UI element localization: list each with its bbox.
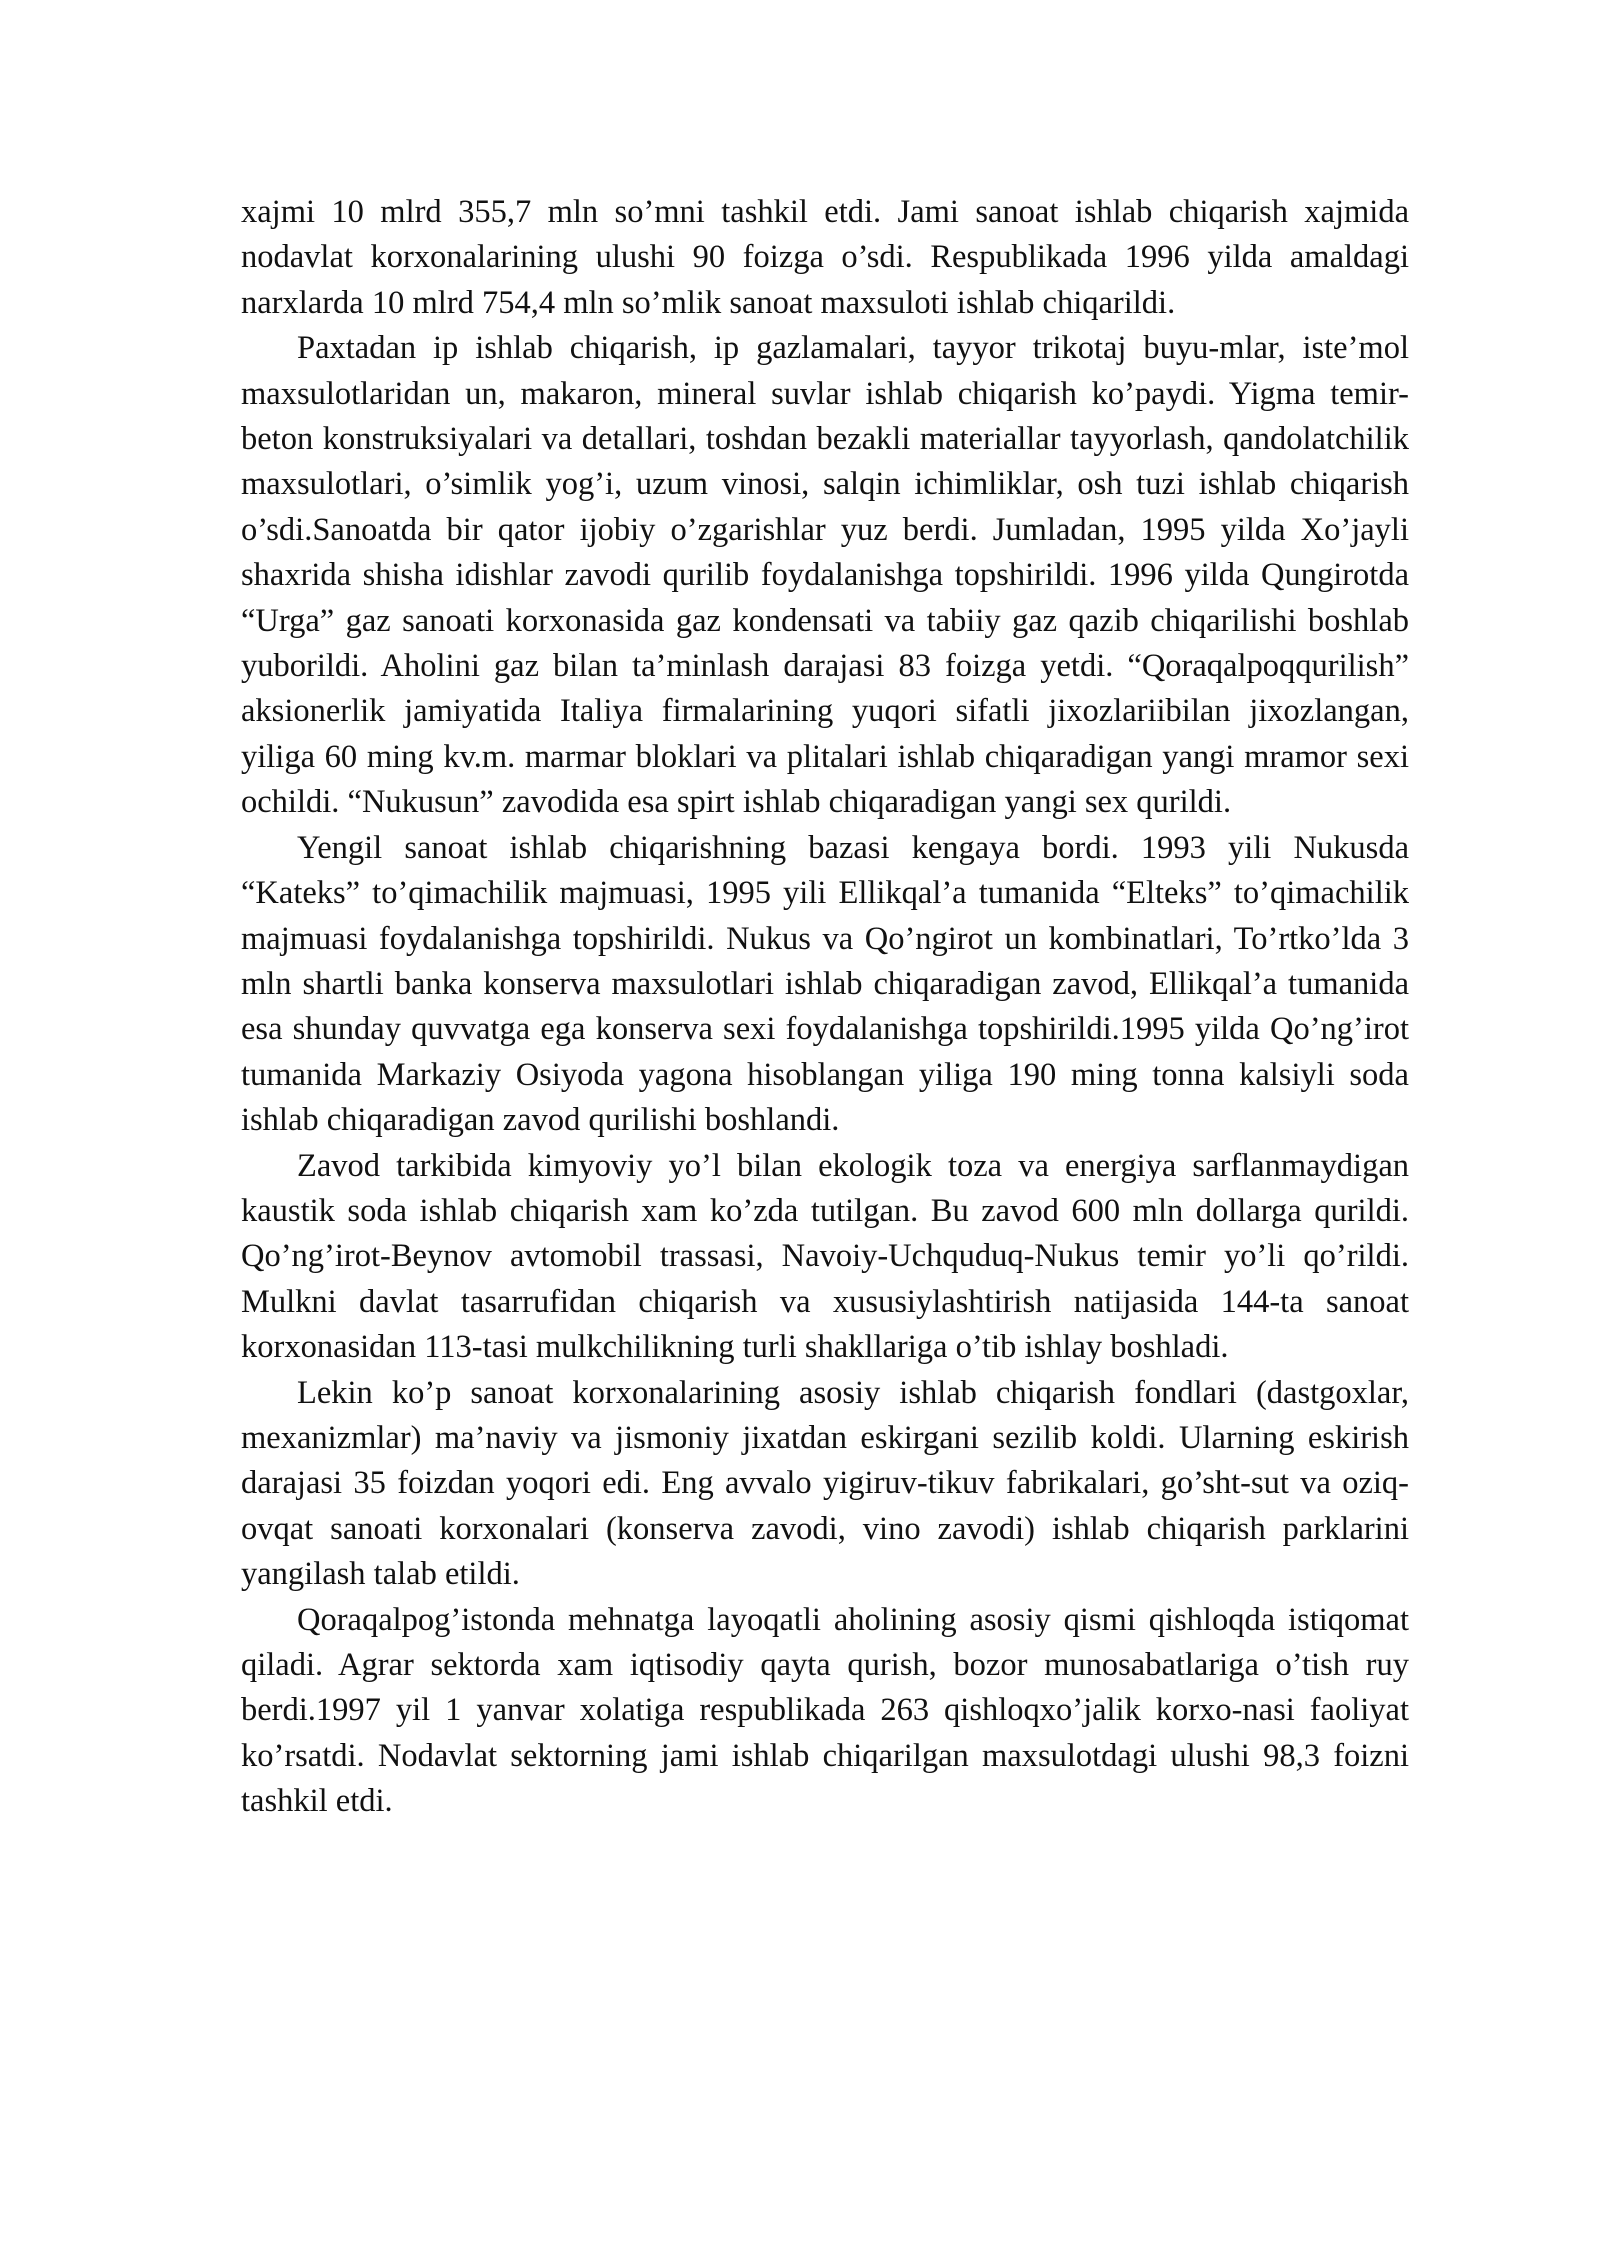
- paragraph: Lekin ko’p sanoat korxonalarining asosiy ishlab chiqarish fondlari (dastgoxlar, mexanizmlar) ma’naviy va jismoniy jixatdan eskirgani sezilib koldi. Ularning eskirish darajasi 35 foizdan yoqori edi. Eng avvalo yigiruv-tikuv fabrikalari, go’sht-sut va oziq-ovqat sanoati korxonalari (konserva zavodi, vino zavodi) ishlab chiqarish parklarini yangilash talab etildi.: [241, 1374, 1409, 1593]
- paragraph: Zavod tarkibida kimyoviy yo’l bilan ekologik toza va energiya sarflanmaydigan kaustik soda ishlab chiqarish xam ko’zda tutilgan. Bu zavod 600 mln dollarga qurildi. Qo’ng’irot-Beynov avtomobil trassasi, Navoiy-Uchquduq-Nukus temir yo’li qo’rildi. Mulkni davlat tasarrufidan chiqarish va xususiylashtirish natijasida 144-ta sanoat korxonasidan 113-tasi mulkchilikning turli shakllariga o’tib ishlay boshladi.: [241, 1147, 1409, 1366]
- paragraph: Yengil sanoat ishlab chiqarishning bazasi kengaya bordi. 1993 yili Nukusda “Kateks” to’qimachilik majmuasi, 1995 yili Ellikqal’a tumanida “Elteks” to’qimachilik majmuasi foydalanishga topshirildi. Nukus va Qo’ngirot un kombinatlari, To’rtko’lda 3 mln shartli banka konserva maxsulotlari ishlab chiqaradigan zavod, Ellikqal’a tumanida esa shunday quvvatga ega konserva sexi foydalanishga topshirildi.1995 yilda Qo’ng’irot tumanida Markaziy Osiyoda yagona hisoblangan yiliga 190 ming tonna kalsiyli soda ishlab chiqaradigan zavod qurilishi boshlandi.: [241, 829, 1409, 1139]
- paragraph: Qoraqalpog’istonda mehnatga layoqatli aholining asosiy qismi qishloqda istiqomat qiladi. Agrar sektorda xam iqtisodiy qayta qurish, bozor munosabatlariga o’tish ruy berdi.1997 yil 1 yanvar xolatiga respublikada 263 qishloqxo’jalik korxo-nasi faoliyat ko’rsatdi. Nodavlat sektorning jami ishlab chiqarilgan maxsulotdagi ulushi 98,3 foizni tashkil etdi.: [241, 1601, 1409, 1820]
- paragraph-continuation: xajmi 10 mlrd 355,7 mln so’mni tashkil etdi. Jami sanoat ishlab chiqarish xajmida nodavlat korxonalarining ulushi 90 foizga o’sdi. Respublikada 1996 yilda amaldagi narxlarda 10 mlrd 754,4 mln so’mlik sanoat maxsuloti ishlab chiqarildi.: [241, 194, 1409, 321]
- paragraph: Paxtadan ip ishlab chiqarish, ip gazlamalari, tayyor trikotaj buyu-mlar, iste’mol maxsulotlaridan un, makaron, mineral suvlar ishlab chiqarish ko’paydi. Yigma temir-beton konstruksiyalari va detallari, toshdan bezakli materiallar tayyorlash, qandolatchilik maxsulotlari, o’simlik yog’i, uzum vinosi, salqin ichimliklar, osh tuzi ishlab chiqarish o’sdi.Sanoatda bir qator ijobiy o’zgarishlar yuz berdi. Jumladan, 1995 yilda Xo’jayli shaxrida shisha idishlar zavodi qurilib foydalanishga topshirildi. 1996 yilda Qungirotda “Urga” gaz sanoati korxonasida gaz kondensati va tabiiy gaz qazib chiqarilishi boshlab yuborildi. Aholini gaz bilan ta’minlash darajasi 83 foizga yetdi. “Qoraqalpoqqurilish” aksionerlik jamiyatida Italiya firmalarining yuqori sifatli jixozlariibilan jixozlangan, yiliga 60 ming kv.m. marmar bloklari va plitalari ishlab chiqaradigan yangi mramor sexi ochildi. “Nukusun” zavodida esa spirt ishlab chiqaradigan yangi sex qurildi.: [241, 330, 1409, 821]
- document-body: [241, 190, 1409, 1825]
